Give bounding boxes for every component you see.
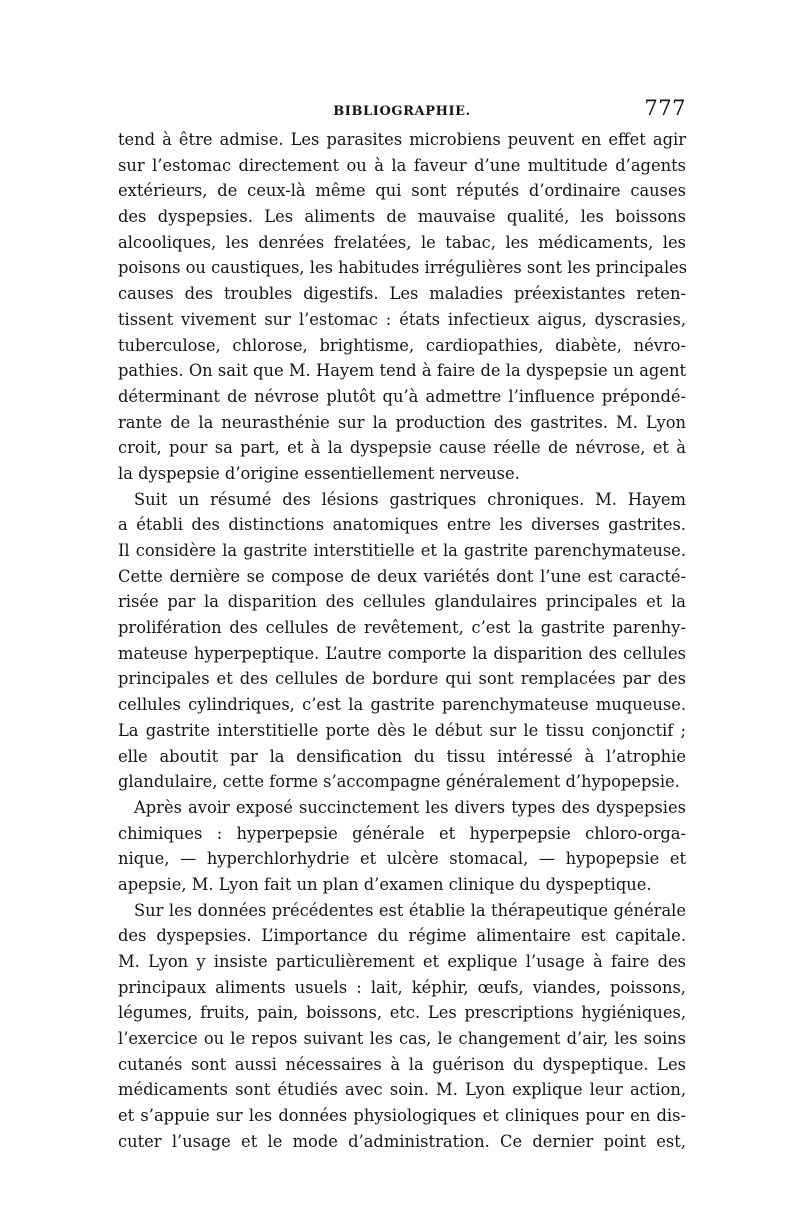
text-line: tissent vivement sur l’estomac : états infectieux aigus, dyscrasies, [118, 309, 686, 329]
text-line: et s’appuie sur les données physiologiques et cliniques pour en dis- [118, 1106, 686, 1126]
page-number: 777 [644, 96, 686, 120]
text-line: elle aboutit par la densification du tissu intéressé à l’atrophie [118, 746, 686, 766]
text-line: l’exercice ou le repos suivant les cas, le changement d’air, les soins [118, 1029, 686, 1049]
text-line: principales et des cellules de bordure qui sont remplacées par des [118, 669, 686, 689]
text-line: déterminant de névrose plutôt qu’à admettre l’influence prépondé- [118, 386, 686, 406]
text-line: rante de la neurasthénie sur la production des gastrites. M. Lyon [118, 412, 686, 432]
text-line: cellules cylindriques, c’est la gastrite parenchymateuse muqueuse. [118, 695, 686, 715]
running-title: BIBLIOGRAPHIE. [333, 104, 471, 119]
text-line: extérieurs, de ceux-là même qui sont réputés d’ordinaire causes [118, 181, 686, 201]
text-line: poisons ou caustiques, les habitudes irrégulières sont les principales [118, 258, 688, 278]
text-line: des dyspepsies. L’importance du régime alimentaire est capitale. [118, 926, 686, 946]
text-line: sur l’estomac directement ou à la faveur d’une multitude d’agents [118, 155, 686, 175]
text-line: cuter l’usage et le mode d’administration. Ce dernier point est, [118, 1131, 686, 1151]
text-line: a établi des distinctions anatomiques entre les diverses gastrites. [118, 515, 686, 535]
text-line: croit, pour sa part, et à la dyspepsie cause réelle de névrose, et à [118, 438, 686, 458]
text-line: Cette dernière se compose de deux variétés dont l’une est caracté- [118, 566, 686, 586]
running-head [118, 96, 686, 126]
text-line: la dyspepsie d’origine essentiellement nerveuse. [118, 463, 520, 483]
text-line: causes des troubles digestifs. Les maladies préexistantes reten- [118, 284, 686, 304]
text-line: Il considère la gastrite interstitielle et la gastrite parenchymateuse. [118, 541, 686, 560]
text-line: prolifération des cellules de revêtement, c’est la gastrite parenhy- [118, 618, 686, 638]
text-line: La gastrite interstitielle porte dès le début sur le tissu conjonctif ; [118, 720, 686, 740]
text-line: mateuse hyperpeptique. L’autre comporte la disparition des cellules [118, 643, 686, 663]
text-line: Suit un résumé des lésions gastriques chroniques. M. Hayem [134, 489, 686, 509]
text-line: cutanés sont aussi nécessaires à la guérison du dyspeptique. Les [118, 1054, 686, 1074]
text-line: tuberculose, chlorose, brightisme, cardiopathies, diabète, névro- [118, 335, 686, 355]
text-line: Sur les données précédentes est établie la thérapeutique générale [134, 900, 686, 920]
text-line: M. Lyon y insiste particulièrement et explique l’usage à faire des [118, 952, 686, 971]
text-line: principaux aliments usuels : lait, képhir, œufs, viandes, poissons, [118, 977, 686, 997]
text-line: nique, — hyperchlorhydrie et ulcère stomacal, — hypopepsie et [118, 849, 686, 869]
body-text [118, 127, 686, 1155]
text-line: glandulaire, cette forme s’accompagne généralement d’hypopepsie. [118, 772, 680, 792]
text-line: médicaments sont étudiés avec soin. M. Lyon explique leur action, [118, 1080, 686, 1100]
text-line: apepsie, M. Lyon fait un plan d’examen clinique du dyspeptique. [118, 874, 652, 894]
text-line: pathies. On sait que M. Hayem tend à faire de la dyspepsie un agent [118, 361, 686, 381]
text-line: chimiques : hyperpepsie générale et hyperpepsie chloro-orga- [118, 823, 686, 843]
text-line: des dyspepsies. Les aliments de mauvaise qualité, les boissons [118, 207, 686, 227]
text-line: risée par la disparition des cellules glandulaires principales et la [118, 592, 686, 612]
text-line: alcooliques, les denrées frelatées, le tabac, les médicaments, les [118, 232, 686, 252]
text-line: Après avoir exposé succinctement les divers types des dyspepsies [134, 797, 686, 817]
text-line: tend à être admise. Les parasites microbiens peuvent en effet agir [118, 130, 686, 149]
text-line: légumes, fruits, pain, boissons, etc. Les prescriptions hygiéniques, [118, 1003, 686, 1023]
